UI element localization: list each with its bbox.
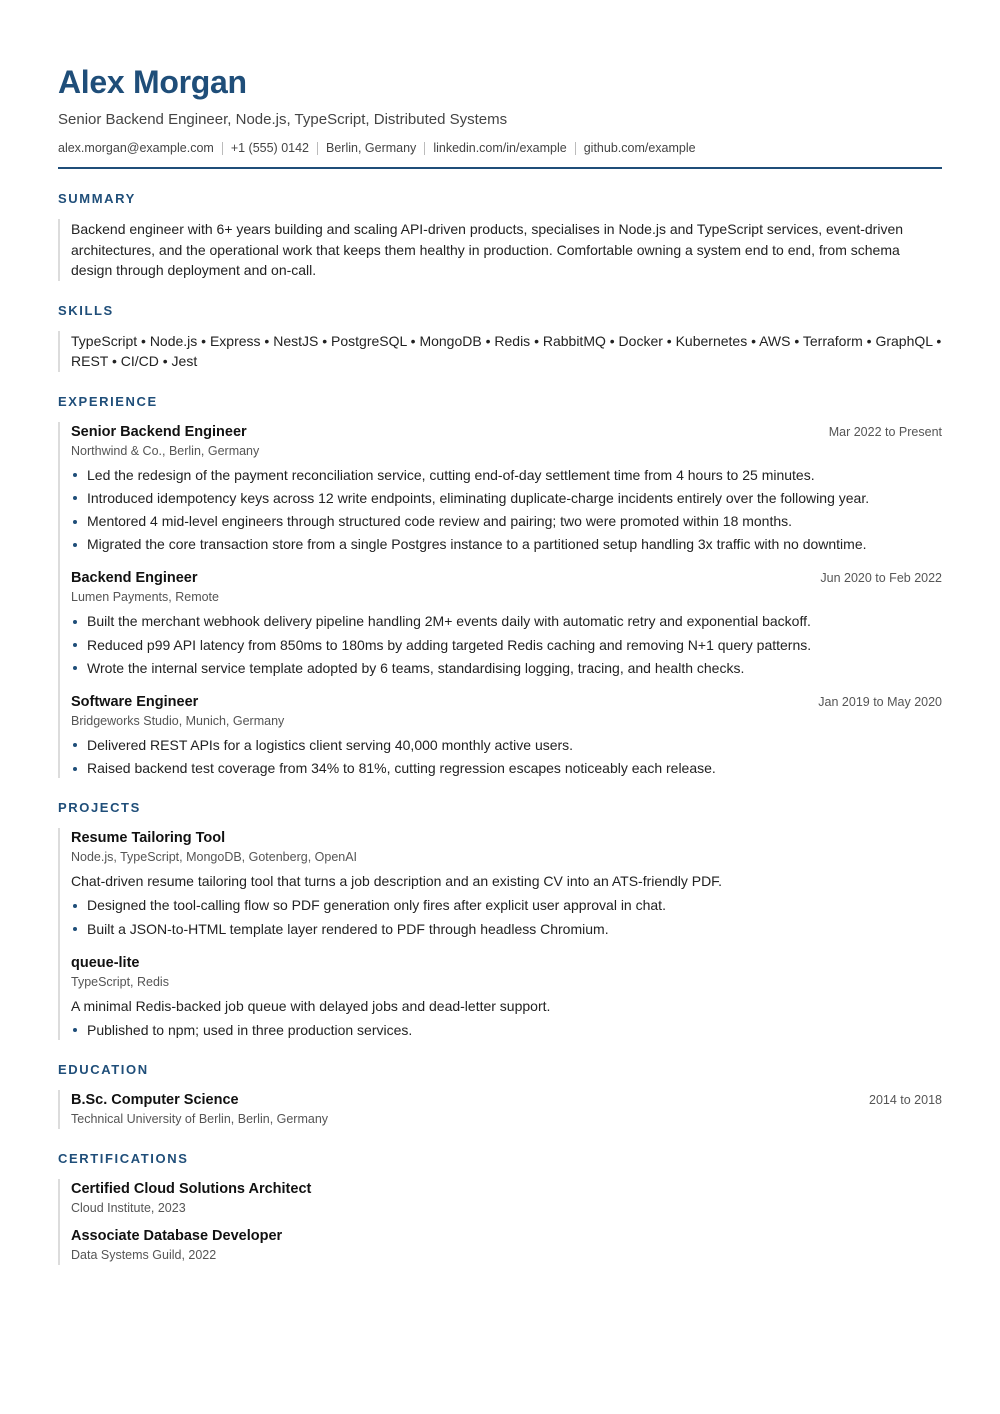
project-bullets (71, 896, 942, 938)
contact-separator (222, 142, 223, 155)
bullet-item: Reduced p99 API latency from 850ms to 180ms by adding targeted Redis caching and removing N+1 query patterns. (71, 636, 942, 655)
experience-section (58, 394, 942, 779)
experience-body (58, 422, 942, 779)
header-divider (58, 167, 942, 169)
bullet-item: Designed the tool-calling flow so PDF generation only fires after explicit user approval in chat. (71, 896, 942, 915)
contact-github[interactable]: github.com/example (583, 141, 696, 155)
project-entry (71, 953, 942, 1040)
bullet-item: Led the redesign of the payment reconciliation service, cutting end-of-day settlement time from 4 hours to 25 minutes. (71, 466, 942, 485)
certifications-body (58, 1179, 942, 1265)
headline: Senior Backend Engineer, Node.js, TypeScript, Distributed Systems (58, 111, 508, 128)
job-bullets (71, 736, 942, 778)
projects-section (58, 800, 942, 1039)
section-title: SUMMARY (58, 191, 136, 206)
skills-text: TypeScript • Node.js • Express • NestJS • PostgreSQL • MongoDB • Redis • RabbitMQ • Docker • Kubernetes • AWS • Terraform • GraphQL • REST • CI/CD • Jest (71, 332, 942, 369)
certification-entry (71, 1226, 942, 1265)
job-entry (71, 568, 942, 678)
section-title: EXPERIENCE (58, 393, 158, 409)
job-dates: Jan 2019 to May 2020 (818, 694, 942, 709)
job-bullets (71, 466, 942, 555)
job-dates: Mar 2022 to Present (828, 424, 942, 439)
contact-line (58, 139, 942, 157)
project-name: Resume Tailoring Tool (71, 830, 226, 847)
job-role: Backend Engineer (71, 570, 198, 587)
job-company: Lumen Payments, Remote (71, 590, 219, 605)
education-entry (71, 1090, 942, 1129)
contact-separator (317, 142, 318, 155)
candidate-name: Alex Morgan (58, 64, 247, 100)
certification-issuer: Data Systems Guild, 2022 (71, 1247, 217, 1262)
bullet-item: Migrated the core transaction store from a single Postgres instance to a partitioned setup handling 3x traffic with no downtime. (71, 535, 942, 554)
education-section (58, 1062, 942, 1129)
skills-section (58, 303, 942, 372)
project-stack: Node.js, TypeScript, MongoDB, Gotenberg, OpenAI (71, 850, 358, 865)
certification-name: Associate Database Developer (71, 1227, 283, 1244)
summary-body (58, 219, 942, 281)
job-entry (71, 422, 942, 555)
project-stack: TypeScript, Redis (71, 974, 169, 989)
project-description: Chat-driven resume tailoring tool that turns a job description and an existing CV into an ATS-friendly PDF. (71, 873, 723, 890)
section-title: PROJECTS (58, 800, 141, 816)
contact-email[interactable]: alex.morgan@example.com (58, 141, 214, 155)
section-title: CERTIFICATIONS (58, 1150, 189, 1166)
section-title: SKILLS (58, 302, 114, 318)
job-company: Northwind & Co., Berlin, Germany (71, 443, 260, 458)
certification-entry (71, 1179, 942, 1218)
bullet-item: Wrote the internal service template adopted by 6 teams, standardising logging, tracing, and health checks. (71, 659, 942, 678)
project-bullets (71, 1021, 942, 1040)
projects-body (58, 828, 942, 1039)
bullet-item: Mentored 4 mid-level engineers through structured code review and pairing; two were promoted within 18 months. (71, 512, 942, 531)
education-body (58, 1090, 942, 1129)
summary-section (58, 191, 942, 281)
bullet-item: Published to npm; used in three production services. (71, 1021, 942, 1040)
job-company: Bridgeworks Studio, Munich, Germany (71, 713, 285, 728)
certifications-section (58, 1151, 942, 1265)
project-entry (71, 828, 942, 938)
degree: B.Sc. Computer Science (71, 1091, 239, 1108)
contact-separator (424, 142, 425, 155)
contact-phone[interactable]: +1 (555) 0142 (230, 141, 309, 155)
certification-name: Certified Cloud Solutions Architect (71, 1180, 312, 1197)
contact-location: Berlin, Germany (326, 141, 417, 155)
bullet-item: Introduced idempotency keys across 12 write endpoints, eliminating duplicate-charge incidents entirely over the following year. (71, 489, 942, 508)
job-role: Software Engineer (71, 693, 199, 710)
project-name: queue-lite (71, 954, 140, 971)
project-description: A minimal Redis-backed job queue with delayed jobs and dead-letter support. (71, 997, 551, 1014)
education-dates: 2014 to 2018 (869, 1092, 942, 1107)
bullet-item: Built the merchant webhook delivery pipeline handling 2M+ events daily with automatic retry and exponential backoff. (71, 612, 942, 631)
certification-issuer: Cloud Institute, 2023 (71, 1200, 186, 1215)
school: Technical University of Berlin, Berlin, Germany (71, 1111, 329, 1126)
bullet-item: Built a JSON-to-HTML template layer rendered to PDF through headless Chromium. (71, 920, 942, 939)
resume-page (58, 60, 942, 1265)
contact-separator (575, 142, 576, 155)
job-dates: Jun 2020 to Feb 2022 (820, 571, 942, 586)
section-title: EDUCATION (58, 1061, 149, 1077)
job-role: Senior Backend Engineer (71, 423, 247, 440)
bullet-item: Raised backend test coverage from 34% to 81%, cutting regression escapes noticeably each release. (71, 759, 942, 778)
contact-linkedin[interactable]: linkedin.com/in/example (433, 141, 567, 155)
job-entry (71, 692, 942, 778)
bullet-item: Delivered REST APIs for a logistics client serving 40,000 monthly active users. (71, 736, 942, 755)
job-bullets (71, 612, 942, 678)
summary-text: Backend engineer with 6+ years building and scaling API-driven products, specialises in Node.js and TypeScript services, event-driven architectures, and the operational work that keeps them healthy in production. Comfortable owning a system end to end, from schema design through deployment and on-call. (71, 221, 904, 278)
skills-body (58, 331, 942, 372)
